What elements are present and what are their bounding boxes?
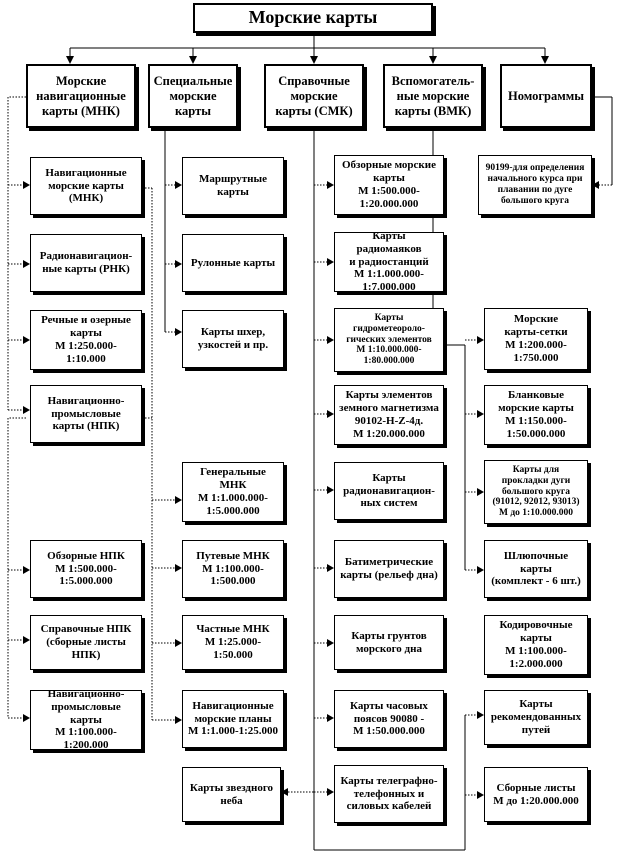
smk-item-radionavigation-systems: Карты радионавигацион- ных систем: [334, 462, 444, 520]
vmk-item-recommended-routes: Карты рекомендованных путей: [484, 690, 588, 745]
npk-item-fishing-charts: Навигационно- промысловые карты М 1:100.000- 1:200.000: [30, 690, 142, 750]
vmk-item-index-sheets: Сборные листы М до 1:20.000.000: [484, 767, 588, 822]
mnk-item-river-lake: Речные и озерные карты М 1:250.000- 1:10.000: [30, 310, 142, 370]
mnk-item-radionavigation: Радионавигацион- ные карты (РНК): [30, 234, 142, 292]
header-special-charts: Специальные морские карты: [148, 64, 238, 128]
star-chart: Карты звездного неба: [182, 767, 281, 822]
mnk-sub-private: Частные МНК М 1:25.000-1:50.000: [182, 615, 284, 670]
npk-item-reference: Справочные НПК (сборные листы НПК): [30, 615, 142, 670]
header-vmk: Вспомогатель- ные морские карты (ВМК): [383, 64, 483, 128]
smk-item-overview: Обзорные морские карты М 1:500.000- 1:20.000.000: [334, 155, 444, 215]
npk-item-overview: Обзорные НПК М 1:500.000- 1:5.000.000: [30, 540, 142, 598]
smk-item-seabed: Карты грунтов морского дна: [334, 615, 444, 670]
header-smk: Справочные морские карты (СМК): [264, 64, 364, 128]
smk-item-radio-beacons: Карты радиомаяков и радиостанций М 1:1.000.000- 1:7.000.000: [334, 232, 444, 292]
nomogram-item-90199: 90199-для определения начального курса при плавании по дуге большого круга: [478, 155, 592, 215]
vmk-item-coding-charts: Кодировочные карты М 1:100.000- 1:2.000.000: [484, 615, 588, 675]
vmk-item-grid-charts: Морские карты-сетки М 1:200.000- 1:750.000: [484, 308, 588, 370]
header-nomograms: Номограммы: [500, 64, 592, 128]
smk-item-magnetism: Карты элементов земного магнетизма 90102-Н-Z-4д. М 1:20.000.000: [334, 385, 444, 445]
mnk-sub-route: Путевые МНК М 1:100.000- 1:500.000: [182, 540, 284, 598]
mnk-sub-general: Генеральные МНК М 1:1.000.000- 1:5.000.000: [182, 462, 284, 522]
smk-item-hydrometeorology: Карты гидрометеороло- гических элементов М 1:10.000.000- 1:80.000.000: [334, 308, 444, 372]
mnk-sub-plans: Навигационные морские планы М 1:1.000-1:25.000: [182, 690, 284, 748]
special-item-route: Маршрутные карты: [182, 157, 284, 215]
mnk-item-navigation: Навигационные морские карты (МНК): [30, 157, 142, 215]
mnk-item-npk: Навигационно- промысловые карты (НПК): [30, 385, 142, 443]
smk-item-bathymetric: Батиметрические карты (рельеф дна): [334, 540, 444, 598]
vmk-item-great-circle: Карты для прокладки дуги большого круга (91012, 92012, 93013) М до 1:10.000.000: [484, 460, 588, 524]
special-item-skerries: Карты шхер, узкостей и пр.: [182, 310, 284, 368]
header-mnk: Морские навигационные карты (МНК): [26, 64, 136, 128]
smk-item-time-zones: Карты часовых поясов 90080 - М 1:50.000.000: [334, 690, 444, 748]
smk-item-cables: Карты телеграфно- телефонных и силовых кабелей: [334, 765, 444, 823]
vmk-item-boat-charts: Шлюпочные карты (комплект - 6 шт.): [484, 540, 588, 598]
special-item-roll: Рулонные карты: [182, 234, 284, 292]
diagram-title: Морские карты: [193, 3, 433, 33]
vmk-item-blank-charts: Бланковые морские карты М 1:150.000- 1:50.000.000: [484, 385, 588, 445]
